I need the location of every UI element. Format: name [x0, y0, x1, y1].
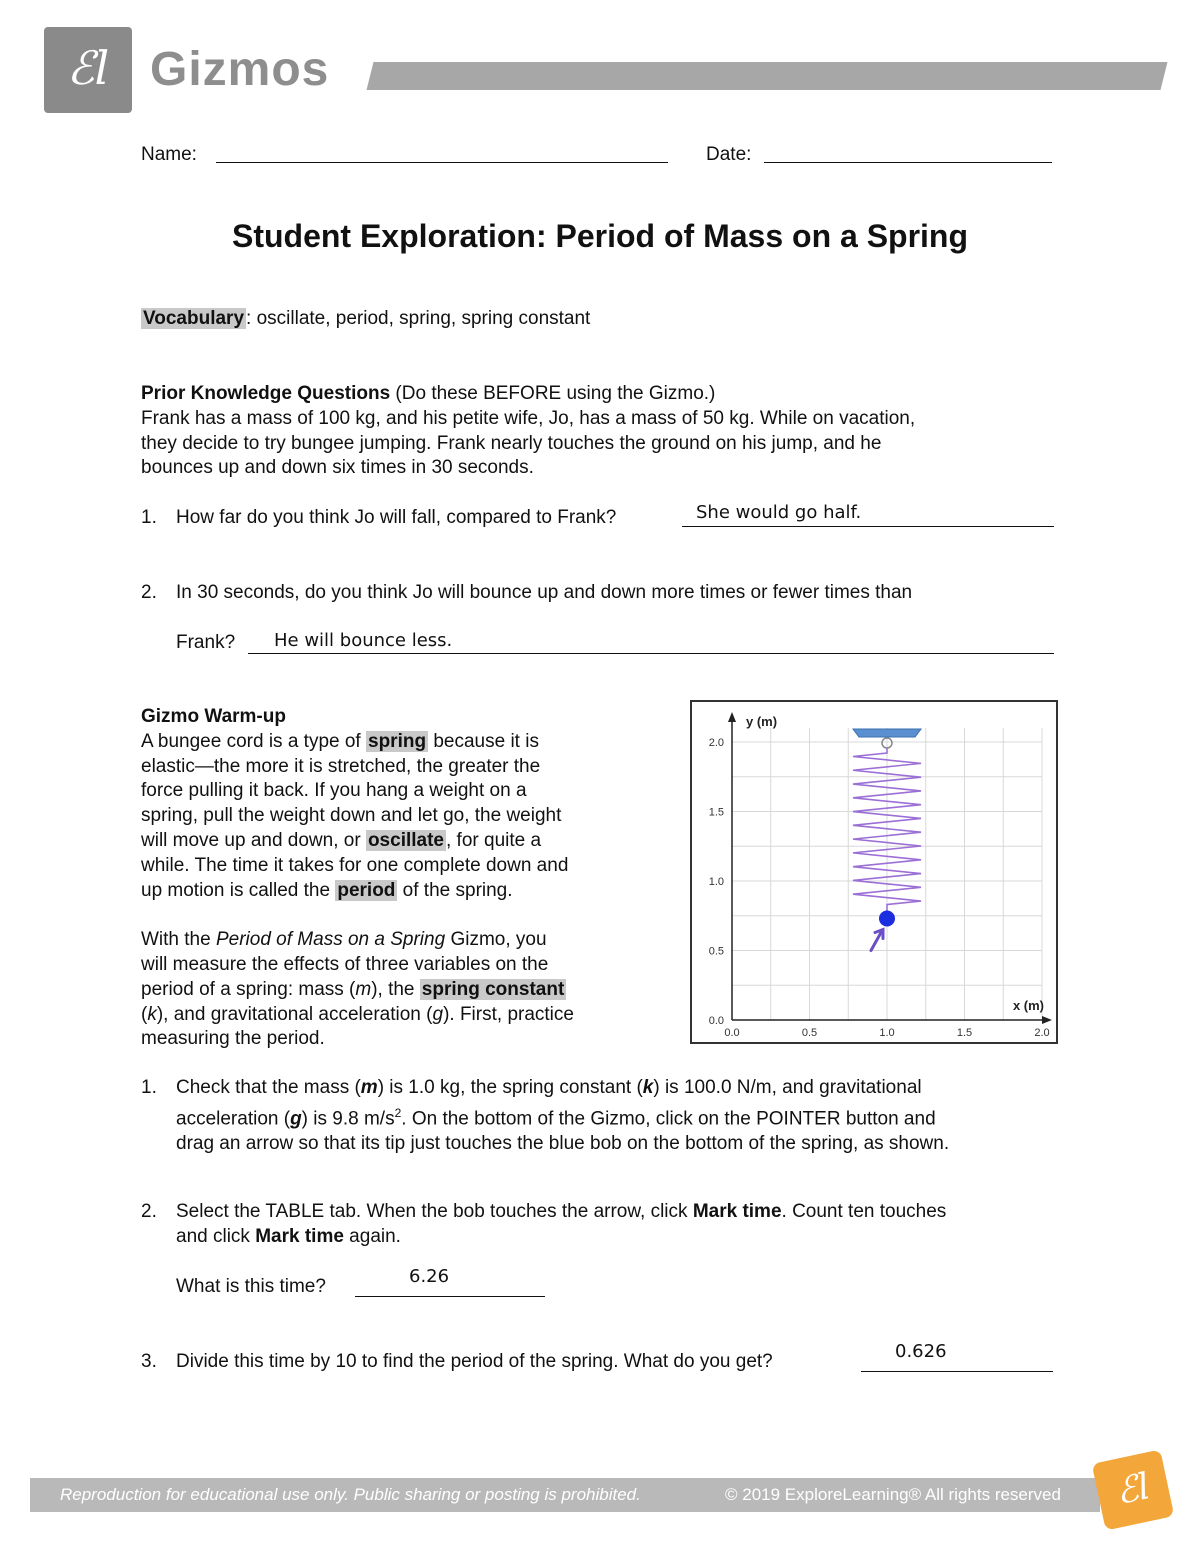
- gizmo-name: Period of Mass on a Spring: [215, 929, 446, 951]
- warmup-text: of the spring.: [397, 879, 513, 901]
- q1-text: How far do you think Jo will fall, compared to Frank?: [176, 507, 617, 528]
- header-bar: [367, 62, 1168, 90]
- step-text: ) is 100.0 N/m, and gravitational: [653, 1077, 922, 1098]
- y-tick-label: 1.0: [708, 876, 724, 888]
- term-period: period: [337, 879, 396, 901]
- warmup-text: , for quite a: [446, 829, 542, 851]
- step-text: and click: [176, 1225, 256, 1247]
- warmup-section: [141, 705, 661, 1052]
- spring-gizmo-figure: [690, 700, 1058, 1044]
- step-text: ) is 1.0 kg, the spring constant (: [377, 1077, 643, 1098]
- superscript: 2: [394, 1105, 402, 1120]
- warmup-text: spring, pull the weight down and let go, the weight: [141, 805, 562, 827]
- vocabulary: [141, 308, 590, 330]
- warmup-text: ). First, practice: [443, 1003, 574, 1025]
- step1-number: 1.: [141, 1077, 157, 1098]
- warmup-text: (: [141, 1003, 148, 1025]
- warmup-text: while. The time it takes for one complete down and: [141, 854, 569, 876]
- y-axis-arrow-icon: [728, 712, 736, 722]
- x-tick-label: 2.0: [1034, 1027, 1050, 1039]
- y-tick-label: 0.5: [708, 945, 724, 958]
- x-tick-label: 0.0: [724, 1027, 740, 1039]
- warmup-text: period of a spring: mass (: [141, 978, 356, 1000]
- symbol-g: g: [290, 1108, 302, 1130]
- y-tick-label: 1.5: [708, 806, 724, 819]
- page-title: Student Exploration: Period of Mass on a Spring: [231, 218, 969, 254]
- warmup-steps: [141, 1076, 1071, 1157]
- warmup-text: With the: [141, 929, 216, 951]
- prior-intro-line: they decide to try bungee jumping. Frank nearly touches the ground on his jump, and he: [141, 432, 882, 454]
- mark-time-label: Mark time: [255, 1225, 344, 1247]
- symbol-g: g: [432, 1003, 444, 1025]
- warmup-text: will move up and down, or: [141, 829, 366, 851]
- warmup-text: Gizmo, you: [445, 929, 547, 951]
- footer-notice: Reproduction for educational use only. Public sharing or posting is prohibited.: [60, 1485, 641, 1504]
- step-text: Select the TABLE tab. When the bob touches the arrow, click: [176, 1201, 693, 1222]
- term-oscillate: oscillate: [367, 829, 444, 851]
- q1-number: 1.: [141, 507, 157, 528]
- step-text: acceleration (: [176, 1108, 291, 1130]
- warmup-text: force pulling it back. If you hang a weight on a: [141, 780, 527, 802]
- q2-answer: He will bounce less.: [274, 630, 453, 651]
- date-field[interactable]: [764, 140, 1052, 163]
- name-label: Name:: [141, 144, 197, 165]
- symbol-m: m: [355, 978, 372, 1000]
- prior-heading: Prior Knowledge Questions: [141, 383, 391, 404]
- warmup-text: elastic—the more it is stretched, the greater the: [141, 755, 541, 777]
- step-text: . On the bottom of the Gizmo, click on the POINTER button and: [401, 1108, 936, 1130]
- step-text: ) is 9.8 m/s: [301, 1108, 395, 1130]
- y-axis-label: y (m): [746, 714, 778, 729]
- vocabulary-terms: : oscillate, period, spring, spring constant: [246, 308, 591, 329]
- prior-intro-line: Frank has a mass of 100 kg, and his petite wife, Jo, has a mass of 50 kg. While on vacation,: [141, 407, 916, 429]
- q1-answer-field[interactable]: [682, 504, 1054, 527]
- spring-chart: [692, 702, 1056, 1042]
- step-text: drag an arrow so that its tip just touches the blue bob on the bottom of the spring, as shown.: [176, 1132, 950, 1154]
- pointer-arrow-icon: [871, 930, 883, 951]
- date-label: Date:: [706, 144, 752, 165]
- spring-bob: [879, 911, 895, 927]
- x-tick-label: 1.5: [956, 1027, 973, 1039]
- explorelearning-footer-logo: [1092, 1449, 1175, 1530]
- warmup-step2: [141, 1200, 1071, 1250]
- symbol-k: k: [642, 1077, 654, 1098]
- warmup-text: ), the: [371, 978, 420, 1000]
- warmup-text: ), and gravitational acceleration (: [156, 1003, 433, 1025]
- term-spring-constant: spring constant: [421, 978, 565, 1000]
- step2-answer-field[interactable]: [355, 1266, 545, 1297]
- q1-answer: She would go half.: [696, 502, 862, 523]
- step-text: . Count ten touches: [781, 1201, 947, 1222]
- prior-knowledge-section: [141, 382, 1061, 481]
- explorelearning-logo-icon: ℰl: [66, 41, 110, 95]
- ceiling-mount: [853, 729, 921, 737]
- warmup-text: up motion is called the: [141, 879, 336, 901]
- q2-text: In 30 seconds, do you think Jo will bounce up and down more times or fewer times than: [176, 582, 913, 603]
- x-tick-label: 0.5: [801, 1027, 818, 1039]
- gizmos-logo: [44, 27, 132, 113]
- prior-intro-line: bounces up and down six times in 30 seconds.: [141, 457, 534, 479]
- q2-number: 2.: [141, 582, 157, 603]
- step3-text: Divide this time by 10 to find the period of the spring. What do you get?: [176, 1351, 773, 1372]
- vocabulary-label: Vocabulary: [143, 308, 245, 329]
- footer-copyright: © 2019 ExploreLearning® All rights reserved: [725, 1485, 1061, 1504]
- explorelearning-logo-icon: ℰl: [1112, 1465, 1154, 1514]
- y-tick-label: 0.0: [708, 1015, 724, 1027]
- q2-text-continued: Frank?: [176, 632, 236, 653]
- step2-question: What is this time?: [176, 1276, 326, 1297]
- step-text: Check that the mass (: [176, 1077, 361, 1098]
- symbol-m: m: [360, 1077, 378, 1098]
- x-axis-label: x (m): [1012, 998, 1044, 1013]
- symbol-k: k: [147, 1003, 157, 1025]
- warmup-text: A bungee cord is a type of: [141, 730, 366, 752]
- prior-heading-note: (Do these BEFORE using the Gizmo.): [390, 383, 716, 404]
- step-text: again.: [343, 1225, 401, 1247]
- step3-number: 3.: [141, 1351, 157, 1372]
- x-axis-arrow-icon: [1042, 1016, 1052, 1024]
- term-spring: spring: [368, 730, 427, 752]
- q2-answer-field[interactable]: [248, 631, 1054, 654]
- warmup-text: because it is: [428, 730, 539, 752]
- y-tick-label: 2.0: [708, 737, 724, 749]
- brand-name: Gizmos: [150, 43, 330, 96]
- warmup-text: will measure the effects of three variables on the: [141, 953, 549, 975]
- step3-answer-field[interactable]: [861, 1341, 1053, 1372]
- warmup-heading: Gizmo Warm-up: [141, 706, 286, 727]
- mark-time-label: Mark time: [692, 1201, 782, 1222]
- step2-answer: 6.26: [409, 1266, 450, 1287]
- x-tick-label: 1.0: [879, 1027, 895, 1039]
- warmup-text: measuring the period.: [141, 1028, 325, 1050]
- step2-number: 2.: [141, 1201, 157, 1222]
- step3-answer: 0.626: [895, 1341, 947, 1362]
- name-field[interactable]: [216, 140, 668, 163]
